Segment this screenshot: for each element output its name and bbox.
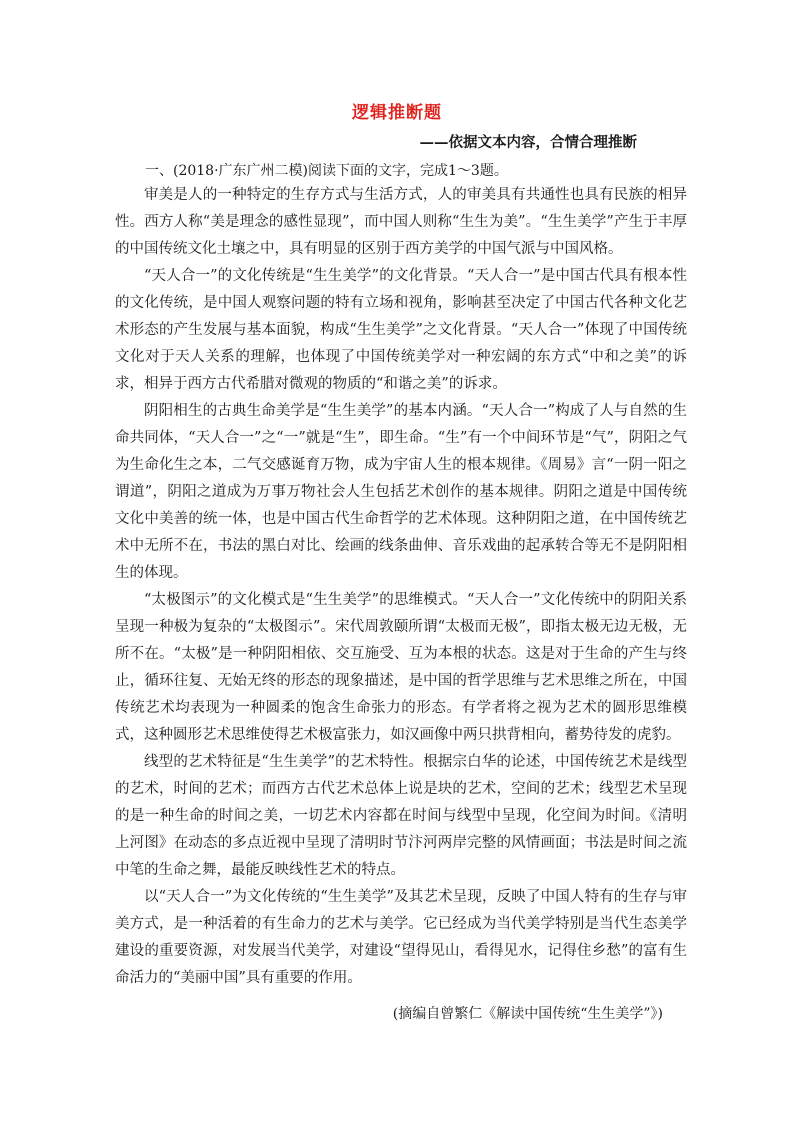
paragraph-2: “天人合一”的文化传统是“生生美学”的文化背景。“天人合一”是中国古代具有根本性的文化传统，是中国人观察问题的特有立场和视角，影响甚至决定了中国古代各种文化艺术形态的产生发展与基本面貌，构成“生生美学”之文化背景。“天人合一”体现了中国传统文化对于天人关系的理解，也体现了中国传统美学对一种宏阔的东方式“中和之美”的诉求，相异于西方古代希腊对微观的物质的“和谐之美”的诉求。	[115, 268, 687, 392]
paragraph-4: “太极图示”的文化模式是“生生美学”的思维模式。“天人合一”文化传统中的阴阳关系呈现一种极为复杂的“太极图示”。宋代周敦颐所谓“太极而无极”，即指太极无边无极，无所不在。“太极”是一种阴阳相依、交互施受、互为本根的状态。这是对于生命的产生与终止，循环往复、无始无终的形态的现象描述，是中国的哲学思维与艺术思维之所在，中国传统艺术均表现为一种圆柔的饱含生命张力的形态。有学者将之视为艺术的圆形思维模式，这种圆形艺术思维使得艺术极富张力，如汉画像中两只拱背相向，蓄势待发的虎豹。	[115, 592, 687, 743]
paragraph-3: 阴阳相生的古典生命美学是“生生美学”的基本内涵。“天人合一”构成了人与自然的生命共同体，“天人合一”之“一”就是“生”，即生命。“生”有一个中间环节是“气”，阴阳之气为生命化生之本，二气交感诞育万物，成为宇宙人生的根本规律。《周易》言“一阴一阳之谓道”，阴阳之道成为万事万物社会人生包括艺术创作的基本规律。阴阳之道是中国传统文化中美善的统一体，也是中国古代生命哲学的艺术体现。这种阴阳之道，在中国传统艺术中无所不在，书法的黑白对比、绘画的线条曲伸、音乐戏曲的起承转合等无不是阴阳相生的体现。	[115, 403, 687, 581]
paragraph-5: 线型的艺术特征是“生生美学”的艺术特性。根据宗白华的论述，中国传统艺术是线型的艺术，时间的艺术；而西方古代艺术总体上说是块的艺术，空间的艺术；线型艺术呈现的是一种生命的时间之美，一切艺术内容都在时间与线型中呈现，化空间为时间。《清明上河图》在动态的多点近视中呈现了清明时节汴河两岸完整的风情画面；书法是时间之流中笔的生命之舞，最能反映线性艺术的特点。	[115, 754, 687, 878]
page-subtitle: ——依据文本内容，合情合理推断	[419, 134, 637, 151]
paragraph-1: 审美是人的一种特定的生存方式与生活方式，人的审美具有共通性也具有民族的相异性。西方人称“美是理念的感性显现”，而中国人则称“生生为美”。“生生美学”产生于丰厚的中国传统文化土壤之中，具有明显的区别于西方美学的中国气派与中国风格。	[115, 187, 687, 257]
question-intro: 一、(2018·广东广州二模)阅读下面的文字，完成1～3题。	[145, 163, 508, 179]
paragraph-6: 以“天人合一”为文化传统的“生生美学”及其艺术呈现，反映了中国人特有的生存与审美方式，是一种活着的有生命力的艺术与美学。它已经成为当代美学特别是当代生态美学建设的重要资源，对发展当代美学，对建设“望得见山，看得见水，记得住乡愁”的富有生命活力的“美丽中国”具有重要的作用。	[115, 889, 687, 986]
page-title: 逻辑推断题	[352, 103, 442, 123]
article-body	[115, 182, 687, 992]
source-citation: (摘编自曾繁仁《解读中国传统“生生美学”》)	[392, 1006, 663, 1022]
